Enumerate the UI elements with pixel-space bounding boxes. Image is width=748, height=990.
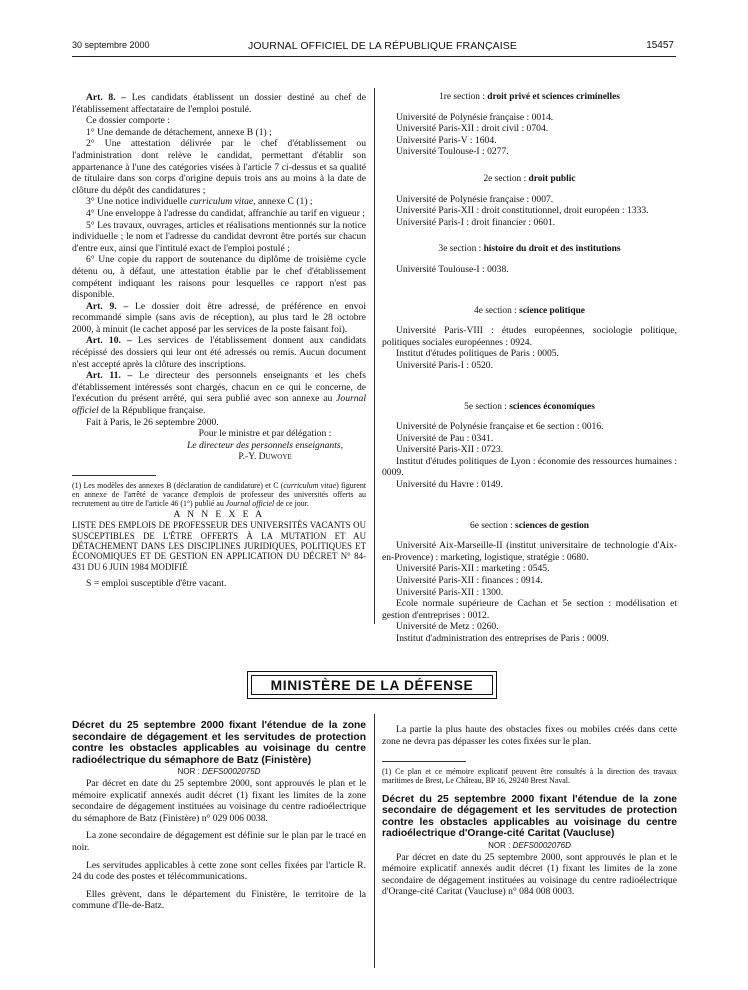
- list-item: Université de Pau : 0341.: [396, 432, 494, 444]
- dossier-intro: Ce dossier comporte :: [86, 115, 170, 127]
- item-3-italic: curriculum vitae: [189, 196, 254, 208]
- section-heading: [382, 402, 677, 414]
- list-item: Institut d'administration des entreprises de Paris : 0009.: [396, 633, 609, 644]
- ministry-title: MINISTÈRE DE LA DÉFENSE: [251, 675, 493, 695]
- footnote-italic: curriculum vitae: [283, 481, 337, 490]
- list-item: Université Aix-Marseille-II (institut universitaire de technologie d'Aix-en-Provence) : marketing, logistique, stratégie : 0680.: [382, 540, 677, 563]
- section-heading: [382, 174, 677, 186]
- section-prefix: 5e section :: [464, 401, 510, 412]
- list-item: Université Paris-VIII : études européennes, sociologie politique, politiques sociales européennes : 0924.: [382, 325, 677, 348]
- footnote-rule: [382, 761, 466, 762]
- list-item: Université Paris-I : droit financier : 0601.: [396, 216, 556, 228]
- section-prefix: 4e section :: [474, 305, 520, 316]
- list-item: Université Paris-V : 1604.: [396, 134, 497, 146]
- footnote-rule: [72, 475, 156, 476]
- header-rule: [72, 56, 676, 57]
- nor-label: NOR :: [177, 767, 203, 777]
- article-11: [72, 370, 366, 416]
- footnote-italic-2: Journal officiel: [225, 499, 275, 509]
- article-8-text: Les candidats établissent un dossier destiné au chef de l'établissement affectataire de l'emploi postulé.: [72, 92, 366, 115]
- article-11-italic: Journal officiel: [72, 393, 366, 417]
- right-bottom-column: [382, 724, 677, 898]
- column-divider: [374, 88, 375, 624]
- list-item: Institut d'études politiques de Paris : 0005.: [396, 348, 559, 360]
- annexe-heading: LISTE DES EMPLOIS DE PROFESSEUR DES UNIVERSITÉS VACANTS OU SUSCEPTIBLES DE L'ÊTRE OFFERTS À LA MUTATION ET AU DÉTACHEMENT DANS LES DISCIPLINES JURIDIQUES, POLITIQUES ET ÉCONOMIQUES ET DE GESTION EN APPLICATION DU DÉCRET N° 84-431 DU 6 JUIN 1984 MODIFIÉ: [72, 520, 366, 572]
- decree-paragraph: Par décret en date du 25 septembre 2000, sont approuvés le plan et le mémoire explicatif annexés audit décret (1) fixant les limites de la zone secondaire de dégagement instituées au voisinage du centre radioélectrique du sémaphore de Batz (Finistère) n° 029 006 0038.: [72, 777, 366, 824]
- signature-line-2: [72, 440, 366, 452]
- list-item: Université du Havre : 0149.: [396, 479, 503, 491]
- section-prefix: 6e section :: [470, 520, 516, 531]
- nor-reference: [382, 840, 677, 852]
- list-item: Ecole normale supérieure de Cachan et 5e section : modélisation et gestion d'entreprises : 0012.: [382, 598, 677, 621]
- nor-code: DEFS0002075D: [202, 767, 261, 777]
- page-number: 15457: [646, 40, 674, 51]
- item-3-text-a: 3° Une notice individuelle: [86, 196, 190, 208]
- list-item: Université Paris-XII : marketing : 0545.: [396, 563, 550, 575]
- list-item: Université de Polynésie française : 0014.: [396, 111, 554, 123]
- footnote-text-b: ) figurent en annexe de l'arrêté de vacance d'emplois de professeur des universités offerts au recrutement au titre de l'article 46 (1°) publié au: [72, 481, 366, 509]
- footnote-text-c: de ce jour.: [274, 499, 309, 509]
- dossier-item-4: 4° Une enveloppe à l'adresse du candidat, affranchie au tarif en vigueur ;: [86, 207, 365, 219]
- list-item: Université Paris-I : 0520.: [396, 359, 493, 371]
- right-column: [382, 92, 677, 645]
- signature-line-1: Pour le ministre et par délégation :: [198, 428, 332, 440]
- footnote-annexes: [72, 481, 366, 509]
- left-column: [72, 92, 366, 590]
- header-date: 30 septembre 2000: [72, 40, 150, 50]
- section-name: sciences de gestion: [515, 520, 589, 531]
- section-name: droit privé et sciences criminelles: [487, 92, 620, 102]
- article-10: [72, 335, 366, 370]
- article-10-text: Les services de l'établissement donnent aux candidats récépissé des dossiers qui leur ont été adressés ou remis. Aucun document n'est accepté après la clôture des inscriptions.: [72, 335, 366, 370]
- nor-label: NOR :: [488, 840, 513, 850]
- list-item: Université Toulouse-I : 0277.: [396, 146, 509, 158]
- list-item: Université Paris-XII : droit civil : 0704.: [396, 123, 549, 135]
- article-10-heading: Art. 10. –: [86, 335, 132, 347]
- dossier-item-1: 1° Une demande de détachement, annexe B (1) ;: [86, 126, 272, 138]
- s-definition: S = emploi susceptible d'être vacant.: [86, 578, 227, 590]
- signature-title: Le directeur des personnels enseignants,: [186, 439, 344, 451]
- decree-paragraph: Les servitudes applicables à cette zone sont celles fixées par l'article R. 24 du code des postes et télécommunications.: [72, 859, 366, 883]
- footnote-text-a: (1) Les modèles des annexes B (déclaration de candidature) et C (: [72, 481, 284, 490]
- article-9: [72, 301, 366, 336]
- article-11-text-a: Le directeur des personnels enseignants et les chefs d'établissement intéressés sont chargés, chacun en ce qui le concerne, de l'exécution du présent arrêté, qui sera publié avec son annexe au: [72, 370, 366, 405]
- item-3-text-b: , annexe C (1) ;: [253, 196, 313, 208]
- fait-a-paris: Fait à Paris, le 26 septembre 2000.: [86, 416, 219, 428]
- section-heading: [382, 521, 677, 533]
- dossier-item-5: 5° Les travaux, ouvrages, articles et réalisations mentionnés sur la notice individuelle ; le nom et l'adresse du candidat devront être portés sur chacun d'entre eux, ainsi que l'intitulé exact de l'emploi postulé ;: [72, 219, 366, 254]
- footnote-plan: (1) Ce plan et ce mémoire explicatif peuvent être consultés à la direction des travaux maritimes de Brest, Le Château, BP 16, 29240 Brest Naval.: [382, 767, 677, 786]
- section-name: droit public: [528, 173, 576, 184]
- section-prefix: 3e section :: [438, 244, 484, 255]
- article-11-heading: Art. 11. –: [86, 370, 133, 382]
- decree-batz: [72, 720, 366, 912]
- section-heading: [382, 244, 677, 256]
- decree-paragraph: La zone secondaire de dégagement est définie sur le plan par le tracé en noir.: [72, 830, 366, 853]
- nor-reference: [72, 766, 366, 778]
- decree-title: Décret du 25 septembre 2000 fixant l'étendue de la zone secondaire de dégagement et les servitudes de protection contre les obstacles applicables au voisinage du centre radioélectrique du sémaphore de Batz (Finistère): [72, 720, 366, 766]
- running-header: [72, 40, 674, 54]
- dossier-item-2: 2° Une attestation délivrée par le chef d'établissement ou l'administration dont relève le candidat, permettant d'établir son appartenance à l'une des catégories visées à l'article 7 ci-dessus et sa qualité de titulaire dans son corps d'origine depuis trois ans au moins à la date de clôture du dépôt des candidatures ;: [72, 138, 366, 196]
- list-item: Université de Polynésie française : 0007.: [396, 193, 554, 205]
- article-9-text: Le dossier doit être adressé, de préférence en envoi recommandé simple (sans avis de réception), au plus tard le 28 octobre 2000, à minuit (le cachet apposé par les services de la poste faisant foi).: [72, 300, 366, 335]
- header-title: JOURNAL OFFICIEL DE LA RÉPUBLIQUE FRANÇAISE: [248, 40, 517, 52]
- signatory: P.-Y. Duwoye: [238, 451, 292, 463]
- nor-code: DEFS0002076D: [512, 840, 571, 850]
- decree-title-orange: Décret du 25 septembre 2000 fixant l'étendue de la zone secondaire de dégagement et les servitudes de protection contre les obstacles applicables au voisinage du centre radioélectrique d'Orange-cité Caritat (Vaucluse): [382, 793, 677, 840]
- list-item: Université de Polynésie française et 6e section : 0016.: [396, 421, 604, 433]
- dossier-item-3: [72, 196, 366, 208]
- list-item: Université Paris-XII : 1300.: [396, 586, 504, 598]
- list-item: Université Toulouse-I : 0038.: [396, 263, 509, 275]
- decree-paragraph: La partie la plus haute des obstacles fixes ou mobiles créés dans cette zone ne devra pas dépasser les cotes fixées sur le plan.: [382, 724, 677, 747]
- list-item: Université de Metz : 0260.: [396, 621, 499, 633]
- decree-paragraph: Par décret en date du 25 septembre 2000, sont approuvés le plan et le mémoire explicatif annexés audit décret (1) fixant les limites de la zone secondaire de dégagement instituées au voisinage du centre radioélectrique d'Orange-cité Caritat (Vaucluse) n° 084 008 0003.: [382, 851, 677, 898]
- article-9-heading: Art. 9. –: [86, 300, 129, 312]
- list-item: Université Paris-XII : 0723.: [396, 444, 504, 456]
- section-name: histoire du droit et des institutions: [483, 244, 621, 255]
- section-heading: [382, 306, 677, 318]
- article-8: [72, 92, 366, 115]
- decree-paragraph: Elles grèvent, dans le département du Finistère, le territoire de la commune d'Ile-de-Batz.: [72, 888, 366, 912]
- section-name: science politique: [519, 305, 585, 316]
- article-11-text-b: de la République française.: [98, 405, 206, 417]
- ministry-banner: [247, 671, 497, 699]
- signature-name: [72, 451, 366, 463]
- section-name: sciences économiques: [509, 401, 595, 412]
- annexe-title: A N N E X E A: [173, 508, 265, 520]
- list-item: Université Paris-XII : droit constitutionnel, droit européen : 1333.: [396, 205, 649, 217]
- dossier-item-6: 6° Une copie du rapport de soutenance du diplôme de troisième cycle détenu ou, à défaut, une attestation établie par le chef d'établissement compétent indiquant les raisons pour lesquelles ce rapport n'est pas disponible.: [72, 254, 366, 301]
- section-prefix: 1re section :: [439, 92, 488, 102]
- section-prefix: 2e section :: [483, 173, 529, 184]
- column-divider: [374, 714, 375, 968]
- article-8-heading: Art. 8. –: [86, 92, 127, 103]
- list-item: Institut d'études politiques de Lyon : économie des ressources humaines : 0009.: [382, 455, 677, 479]
- section-heading: [382, 92, 677, 104]
- list-item: Université Paris-XII : finances : 0914.: [396, 575, 543, 587]
